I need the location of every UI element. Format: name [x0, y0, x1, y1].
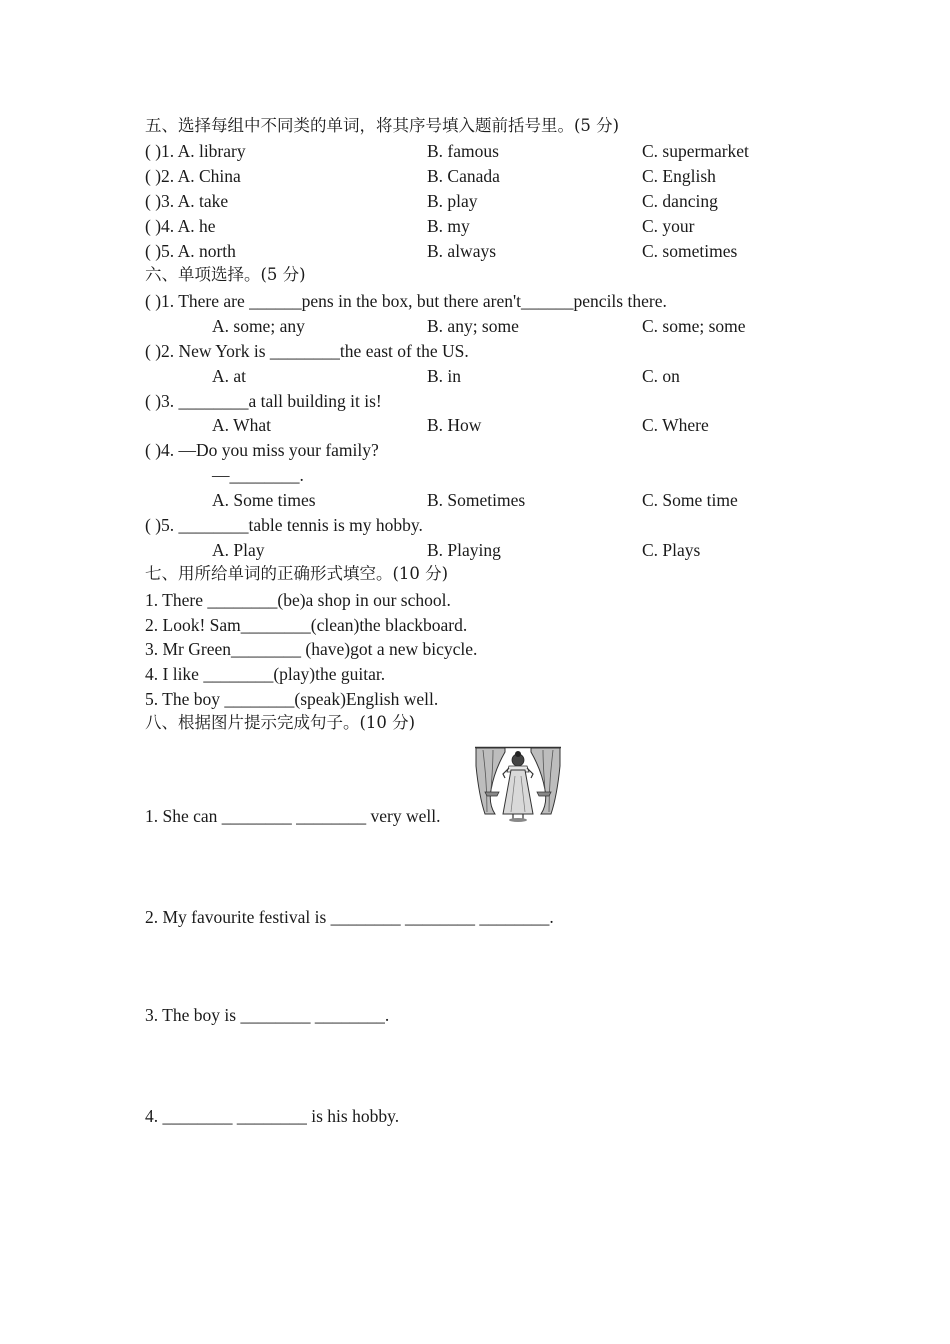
s5-q3-option-b: B. play: [427, 191, 478, 211]
s6-question-4: [0, 439, 950, 461]
s6-q2-stem: ( )2. New York is ________the east of the US.: [145, 341, 469, 361]
s6-q4-option-a: A. Some times: [212, 490, 316, 510]
section7-title: 七、用所给单词的正确形式填空。(10 分): [145, 564, 449, 583]
s5-question-2: [0, 165, 950, 187]
s6-question-3-options: [0, 414, 950, 436]
s6-question-5-options: [0, 539, 950, 561]
s6-q3-option-b: B. How: [427, 415, 482, 435]
s5-q5-option-b: B. always: [427, 241, 497, 261]
section6-title: 六、单项选择。(5 分): [145, 265, 306, 284]
s8-item-4: 4. ________ ________ is his hobby.: [145, 1106, 400, 1126]
s6-q1-option-c: C. some; some: [642, 316, 746, 336]
s5-q5-option-a: ( )5. A. north: [145, 241, 236, 261]
s6-q1-option-b: B. any; some: [427, 316, 519, 336]
s6-q4-stem: ( )4. —Do you miss your family?: [145, 440, 379, 460]
s6-q2-option-c: C. on: [642, 366, 680, 386]
s6-q4-option-b: B. Sometimes: [427, 490, 526, 510]
s5-question-1: [0, 140, 950, 162]
s6-question-5: [0, 514, 950, 536]
s6-question-4-options: [0, 489, 950, 511]
s6-q3-option-c: C. Where: [642, 415, 709, 435]
s7-item-3: 3. Mr Green________ (have)got a new bicycle.: [145, 639, 478, 659]
s5-q5-option-c: C. sometimes: [642, 241, 738, 261]
s6-question-2-options: [0, 365, 950, 387]
s5-q2-option-b: B. Canada: [427, 166, 500, 186]
s6-question-1-options: [0, 315, 950, 337]
s5-q1-option-c: C. supermarket: [642, 141, 749, 161]
section8-title: 八、根据图片提示完成句子。(10 分): [145, 713, 416, 732]
s6-q3-option-a: A. What: [212, 415, 271, 435]
s7-item-1: 1. There ________(be)a shop in our school.: [145, 590, 451, 610]
s6-q3-stem: ( )3. ________a tall building it is!: [145, 391, 382, 411]
s5-question-4: [0, 215, 950, 237]
s5-q2-option-c: C. English: [642, 166, 716, 186]
s7-item-5: 5. The boy ________(speak)English well.: [145, 689, 439, 709]
s5-q4-option-b: B. my: [427, 216, 470, 236]
s6-question-4-answer-line: [0, 464, 950, 486]
s7-item-2: 2. Look! Sam________(clean)the blackboard.: [145, 615, 468, 635]
s6-q2-option-b: B. in: [427, 366, 462, 386]
s5-q1-option-a: ( )1. A. library: [145, 141, 246, 161]
s5-q4-option-c: C. your: [642, 216, 695, 236]
s6-q1-option-a: A. some; any: [212, 316, 305, 336]
s6-question-1: [0, 290, 950, 312]
s6-q1-stem: ( )1. There are ______pens in the box, but there aren't______pencils there.: [145, 291, 667, 311]
s6-q4-option-c: C. Some time: [642, 490, 738, 510]
s5-q4-option-a: ( )4. A. he: [145, 216, 216, 236]
s6-q5-stem: ( )5. ________table tennis is my hobby.: [145, 515, 423, 535]
s8-item-1: 1. She can ________ ________ very well.: [145, 806, 441, 826]
s5-q3-option-c: C. dancing: [642, 191, 718, 211]
s7-item-4: 4. I like ________(play)the guitar.: [145, 664, 386, 684]
s6-q5-option-a: A. Play: [212, 540, 265, 560]
s5-q1-option-b: B. famous: [427, 141, 499, 161]
s6-q5-option-c: C. Plays: [642, 540, 701, 560]
s6-q5-option-b: B. Playing: [427, 540, 501, 560]
s8-item-3: 3. The boy is ________ ________.: [145, 1005, 390, 1025]
girl-dancing-on-stage-illustration: [475, 746, 561, 824]
section5-title: 五、选择每组中不同类的单词，将其序号填入题前括号里。(5 分): [145, 116, 620, 135]
s8-item-2: 2. My favourite festival is ________ ________ ________.: [145, 907, 554, 927]
s5-question-3: [0, 190, 950, 212]
s5-q2-option-a: ( )2. A. China: [145, 166, 241, 186]
s6-q4-response: —________.: [212, 465, 304, 485]
s6-question-2: [0, 340, 950, 362]
s6-q2-option-a: A. at: [212, 366, 247, 386]
s6-question-3: [0, 390, 950, 412]
s5-question-5: [0, 240, 950, 262]
s5-q3-option-a: ( )3. A. take: [145, 191, 229, 211]
